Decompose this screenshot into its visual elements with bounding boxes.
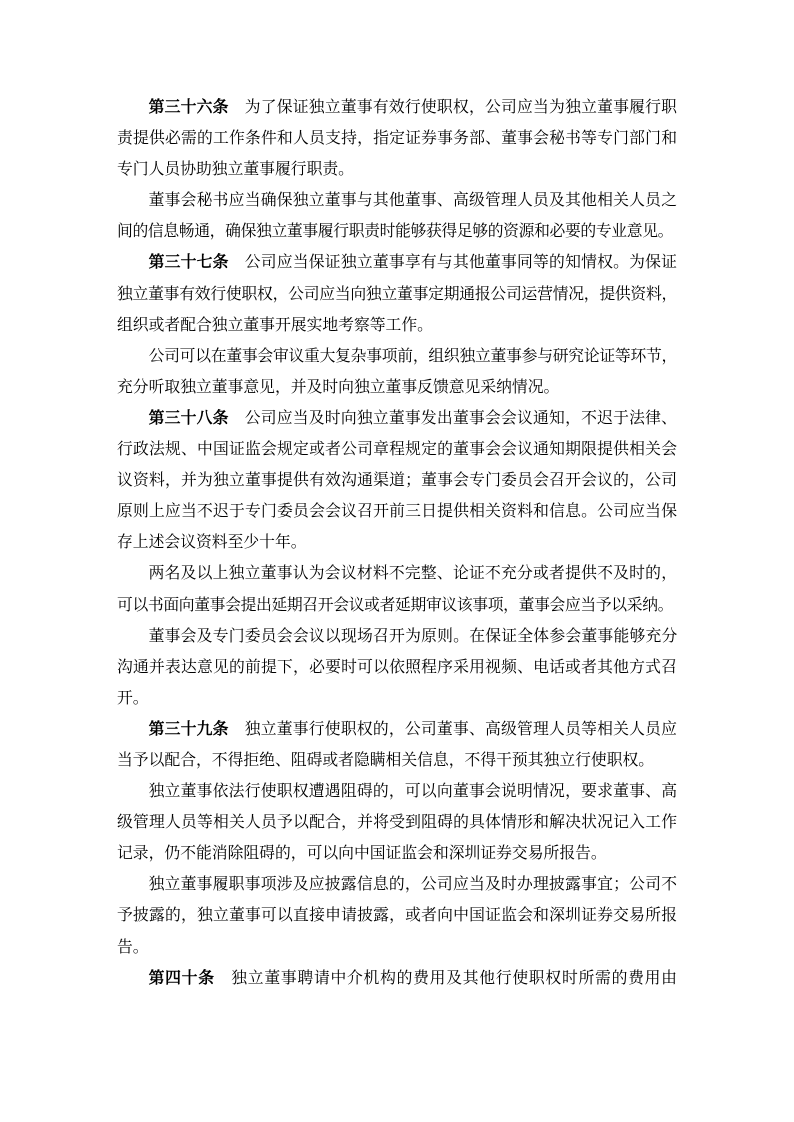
line-text: 组织或者配合独立董事开展实地考察等工作。: [117, 316, 433, 334]
line-text: 存上述会议资料至少十年。: [117, 534, 307, 552]
text-line: [117, 869, 677, 900]
text-line: [117, 621, 677, 652]
line-text: 独立董事有效行使职权，公司应当向独立董事定期通报公司运营情况，提供资料，: [117, 285, 677, 303]
text-line: [117, 310, 677, 341]
line-text: 独立董事行使职权的，公司董事、高级管理人员等相关人员应: [228, 720, 677, 738]
text-line: [117, 652, 677, 683]
paragraph-article-36: [117, 92, 677, 185]
paragraph-article-38: [117, 403, 677, 558]
paragraph-article-39: [117, 714, 677, 776]
article-number: 第三十七条: [148, 254, 229, 272]
text-line: [117, 465, 677, 496]
text-line: [117, 558, 677, 589]
paragraph: [117, 776, 677, 869]
line-text: 独立董事聘请中介机构的费用及其他行使职权时所需的费用由: [214, 969, 677, 987]
paragraph: [117, 341, 677, 403]
text-line: [117, 932, 677, 963]
text-line: [117, 434, 677, 465]
line-text: 级管理人员等相关人员予以配合，并将受到阻碍的具体情形和解决状况记入工作: [117, 814, 677, 832]
text-line: [117, 247, 677, 278]
text-line: [117, 403, 677, 434]
text-line: [117, 341, 677, 372]
text-line: [117, 154, 677, 185]
text-line: [117, 807, 677, 838]
line-text: 告。: [117, 938, 149, 956]
text-line: [117, 590, 677, 621]
line-text: 责提供必需的工作条件和人员支持，指定证券事务部、董事会秘书等专门部门和: [117, 130, 677, 148]
paragraph-article-40: [117, 963, 677, 994]
paragraph: [117, 869, 677, 962]
text-line: [117, 216, 677, 247]
text-line: [117, 527, 677, 558]
text-line: [117, 123, 677, 154]
text-line: [117, 185, 677, 216]
paragraph: [117, 185, 677, 247]
text-line: [117, 372, 677, 403]
text-line: [117, 496, 677, 527]
paragraph-article-37: [117, 247, 677, 340]
line-text: 原则上应当不迟于专门委员会会议召开前三日提供相关资料和信息。公司应当保: [117, 503, 677, 521]
text-line: [117, 683, 677, 714]
paragraph: [117, 621, 677, 714]
line-text: 独立董事依法行使职权遭遇阻碍的，可以向董事会说明情况，要求董事、高: [148, 783, 677, 801]
line-text: 公司可以在董事会审议重大复杂事项前，组织独立董事参与研究论证等环节，: [148, 347, 677, 365]
text-line: [117, 963, 677, 994]
line-text: 予披露的，独立董事可以直接申请披露，或者向中国证监会和深圳证券交易所报: [117, 907, 677, 925]
text-line: [117, 838, 677, 869]
line-text: 两名及以上独立董事认为会议材料不完整、论证不充分或者提供不及时的，: [148, 565, 677, 583]
paragraph: [117, 558, 677, 620]
text-line: [117, 92, 677, 123]
line-text: 董事会及专门委员会会议以现场召开为原则。在保证全体参会董事能够充分: [148, 627, 677, 645]
article-number: 第三十九条: [148, 720, 229, 738]
line-text: 沟通并表达意见的前提下，必要时可以依照程序采用视频、电话或者其他方式召: [117, 658, 677, 676]
line-text: 议资料，并为独立董事提供有效沟通渠道；董事会专门委员会召开会议的，公司: [117, 472, 677, 490]
line-text: 行政法规、中国证监会规定或者公司章程规定的董事会会议通知期限提供相关会: [117, 441, 677, 459]
text-line: [117, 900, 677, 931]
article-number: 第四十条: [148, 969, 215, 987]
line-text: 记录，仍不能消除阻碍的，可以向中国证监会和深圳证券交易所报告。: [117, 845, 607, 863]
text-line: [117, 776, 677, 807]
text-line: [117, 714, 677, 745]
line-text: 董事会秘书应当确保独立董事与其他董事、高级管理人员及其他相关人员之: [148, 192, 677, 210]
line-text: 为了保证独立董事有效行使职权，公司应当为独立董事履行职: [228, 99, 677, 116]
text-line: [117, 279, 677, 310]
article-number: 第三十八条: [148, 409, 229, 427]
article-number: 第三十六条: [148, 99, 229, 116]
line-text: 间的信息畅通，确保独立董事履行职责时能够获得足够的资源和必要的专业意见。: [117, 223, 674, 241]
line-text: 公司应当保证独立董事享有与其他董事同等的知情权。为保证: [228, 254, 677, 272]
line-text: 当予以配合，不得拒绝、阻碍或者隐瞒相关信息，不得干预其独立行使职权。: [117, 751, 655, 769]
line-text: 专门人员协助独立董事履行职责。: [117, 161, 354, 179]
document-text-block: [117, 92, 677, 994]
line-text: 充分听取独立董事意见，并及时向独立董事反馈意见采纳情况。: [117, 378, 560, 396]
line-text: 可以书面向董事会提出延期召开会议或者延期审议该事项，董事会应当予以采纳。: [117, 596, 674, 614]
line-text: 独立董事履职事项涉及应披露信息的，公司应当及时办理披露事宜；公司不: [148, 876, 677, 894]
line-text: 开。: [117, 689, 149, 707]
line-text: 公司应当及时向独立董事发出董事会会议通知，不迟于法律、: [228, 409, 677, 427]
text-line: [117, 745, 677, 776]
